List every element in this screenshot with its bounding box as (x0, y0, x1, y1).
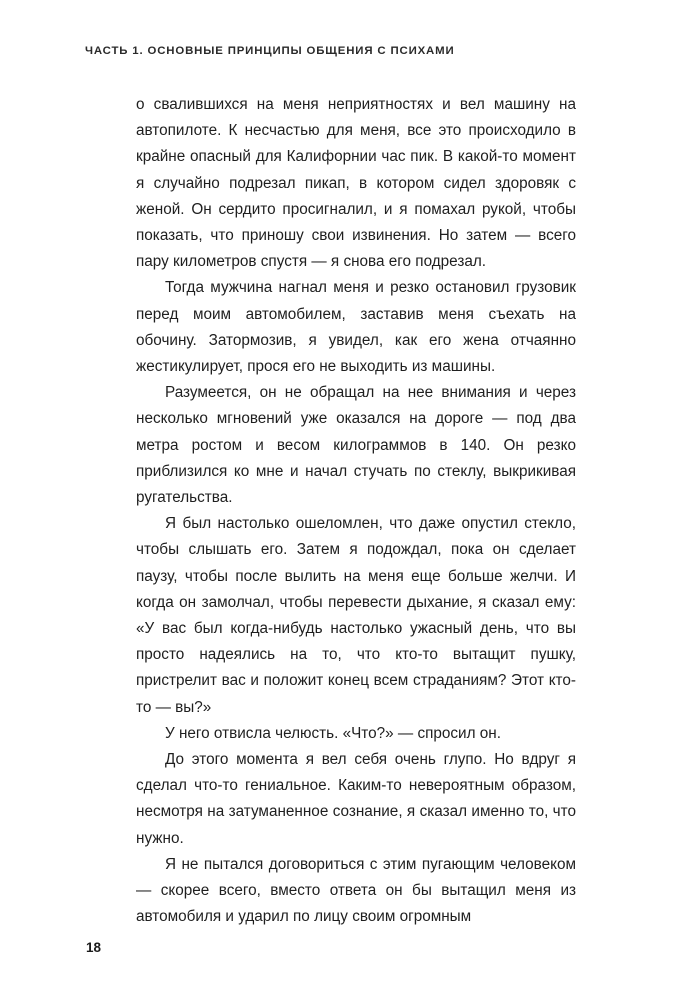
paragraph: Разумеется, он не обращал на нее внимания и через несколько мгновений уже оказался на дороге — под два метра ростом и весом килограммов в 140. Он резко приблизился ко мне и начал стучать по стеклу, выкрикивая ругательства. (136, 384, 576, 507)
paragraph: о свалившихся на меня неприятностях и вел машину на автопилоте. К несчастью для меня, все это происходило в крайне опасный для Калифорнии час пик. В какой-то момент я случайно подрезал пикап, в котором сидел здоровяк с женой. Он сердито просигналил, и я помахал рукой, чтобы показать, что приношу свои извинения. Но затем — всего пару километров спустя — я снова его подрезал. (136, 96, 576, 271)
paragraph: Я был настолько ошеломлен, что даже опустил стекло, чтобы слышать его. Затем я подождал, пока он сделает паузу, чтобы после вылить на меня еще больше желчи. И когда он замолчал, чтобы перевести дыхание, я сказал ему: «У вас был когда-нибудь настолько ужасный день, что вы просто надеялись на то, что кто-то вытащит пушку, пристрелит вас и положит конец всем страданиям? Этот кто-то — вы?» (136, 515, 576, 716)
paragraph: До этого момента я вел себя очень глупо. Но вдруг я сделал что-то гениальное. Каким-то невероятным образом, несмотря на затуманенное сознание, я сказал именно то, что нужно. (136, 751, 576, 847)
paragraph: У него отвисла челюсть. «Что?» — спросил он. (165, 724, 501, 742)
body-text (136, 92, 576, 931)
paragraph: Я не пытался договориться с этим пугающим человеком — скорее всего, вместо ответа он бы вытащил меня из автомобиля и ударил по лицу своим огромным (136, 855, 576, 926)
paragraph: Тогда мужчина нагнал меня и резко остановил грузовик перед моим автомобилем, заставив меня съехать на обочину. Затормозив, я увидел, как его жена отчаянно жестикулирует, прося его не выходить из машины. (136, 279, 576, 376)
running-head: ЧАСТЬ 1. ОСНОВНЫЕ ПРИНЦИПЫ ОБЩЕНИЯ С ПСИХАМИ (85, 45, 455, 57)
page-number: 18 (86, 940, 102, 955)
